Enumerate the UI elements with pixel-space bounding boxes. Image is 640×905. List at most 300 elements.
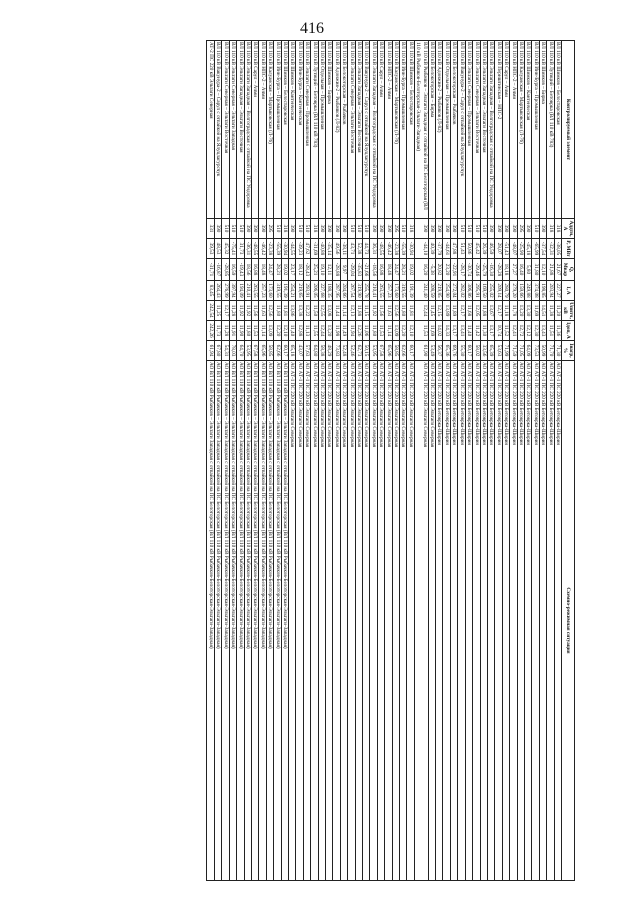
cell-value: 46,59: [487, 239, 494, 259]
cell-value: -28,28: [495, 259, 502, 281]
cell-value: 510: [363, 219, 370, 239]
cell-scenario: АО ВЛ 110 кВ Рыбачков – Эльтаги Западная с отпайкой на ПС Белоторская (ВЛ 110 кВ Рыбачков-Белоторская-Эльтаги-Западная): [274, 361, 281, 881]
cell-value: 83,45: [207, 281, 214, 301]
cell-value: 272,04: [450, 281, 457, 301]
cell-value: 13,43: [539, 321, 546, 341]
cell-value: 241,40: [414, 281, 428, 301]
cell-value: 13,86: [288, 301, 295, 321]
cell-value: 16,59: [229, 259, 236, 281]
cell-element: ВЛ 110 кВ Инн-Бурга – Кантенческая: [296, 41, 303, 219]
cell-value: 188,35: [326, 281, 333, 301]
cell-element: ВЛ 110 кВ Вакунура-2 – Сарул с отпайкой на Ялуцлагурсчук: [458, 41, 465, 219]
cell-value: 227,68: [318, 281, 325, 301]
cell-value: 11,40: [288, 321, 295, 341]
cell-value: 390: [443, 219, 450, 239]
cell-value: 390: [524, 219, 531, 239]
cell-value: 11,53: [377, 321, 384, 341]
cell-scenario: АО АТ-1 ПС 220 кВ Бетоврка-Ширин: [450, 361, 457, 881]
table-row: [318, 41, 325, 881]
cell-value: 53,49: [428, 341, 435, 361]
cell-value: 48,53: [214, 239, 221, 259]
cell-element: ВЛ 110 кВ НПС-2 – Ачми: [510, 41, 517, 219]
cell-scenario: АО АТ-1 ПС 220 кВ Эльтаги Северная: [385, 361, 392, 881]
cell-value: 242,26: [207, 321, 214, 341]
cell-value: 18,48: [385, 259, 392, 281]
cell-value: 28,07: [495, 239, 502, 259]
cell-value: -18,56: [370, 259, 377, 281]
cell-value: 54,31: [222, 341, 229, 361]
cell-value: 5,80: [524, 259, 531, 281]
cell-value: 318: [547, 219, 554, 239]
cell-element: ВЛ 110 кВ Сарул – Ачми: [377, 41, 384, 219]
cell-element: ВЛ 110 кВ Инн-Бурга – Промышленная: [400, 41, 407, 219]
cell-value: 263,55: [251, 281, 258, 301]
table-row: [355, 41, 362, 881]
cell-value: 206,05: [311, 281, 318, 301]
page-number: 416: [300, 20, 324, 37]
cell-value: 11,14: [340, 301, 347, 321]
cell-value: 295: [392, 219, 399, 239]
cell-value: 12,17: [222, 301, 229, 321]
cell-value: 12,41: [510, 321, 517, 341]
cell-value: 390: [450, 219, 457, 239]
cell-value: -28,17: [458, 259, 465, 281]
cell-scenario: АО АТ-1 ПС 220 кВ Бетоврка-Ширин: [532, 361, 539, 881]
cell-value: 12,26: [355, 321, 362, 341]
cell-value: 78,03: [229, 341, 236, 361]
cell-value: 58,02: [473, 341, 480, 361]
cell-value: 11,50: [311, 301, 318, 321]
table-row: [244, 41, 251, 881]
cell-value: 43,07: [296, 341, 303, 361]
cell-value: 43,71: [348, 239, 355, 259]
cell-value: 13,41: [458, 321, 465, 341]
table-row: [532, 41, 539, 881]
cell-scenario: АО АТ-1 ПС 220 кВ Бетоврка-Ширин: [547, 361, 554, 881]
cell-scenario: АО АТ-1 ПС 220 кВ Бетоврка-Ширин: [510, 361, 517, 881]
cell-value: 255,02: [487, 281, 494, 301]
cell-value: 26,39: [480, 239, 487, 259]
cell-value: 11,14: [385, 321, 392, 341]
cell-value: 11,28: [222, 321, 229, 341]
cell-value: 390: [259, 219, 266, 239]
cell-value: -21,66: [363, 259, 370, 281]
cell-value: -19,43: [237, 259, 244, 281]
cell-value: -28,85: [222, 259, 229, 281]
cell-element: ВЛ 110 кВ Адонжия-2 – Рыбачков (Л-82): [333, 41, 340, 219]
cell-scenario: АО АТ-1 ПС 220 кВ Эльтаги Северная: [392, 361, 399, 881]
cell-value: 65,18: [288, 341, 295, 361]
header-idop: Iдоп, A: [562, 321, 575, 341]
table-row: [385, 41, 392, 881]
cell-value: 16,40: [517, 259, 524, 281]
cell-value: 12,22: [303, 301, 310, 321]
cell-value: 60,17: [465, 341, 472, 361]
cell-value: 12,17: [458, 301, 465, 321]
cell-value: 24,47: [266, 259, 273, 281]
cell-value: 50,15: [363, 341, 370, 361]
cell-value: 48,29: [326, 341, 333, 361]
cell-value: 390: [414, 219, 428, 239]
cell-value: 11,52: [502, 321, 509, 341]
cell-value: 71,99: [502, 341, 509, 361]
cell-value: -48,55: [251, 239, 258, 259]
cell-value: 173,60: [266, 281, 273, 301]
cell-value: 11,88: [480, 301, 487, 321]
cell-value: 208,59: [428, 281, 435, 301]
cell-element: ВЛ 110 кВ Белокоторская – Бирма: [428, 41, 435, 219]
cell-element: ВЛ 110 кВ НПС-2 – Ачми: [259, 41, 266, 219]
table-row: [524, 41, 531, 881]
cell-element: ВЛ 110 кВ Шимков – Кантенческая: [524, 41, 531, 219]
cell-element: ВЛ 110 кВ Шимков – Бирма: [539, 41, 546, 219]
cell-scenario: АО АТ-1 ПС 220 кВ Бетоврка-Ширин: [480, 361, 487, 881]
cell-value: 21,88: [547, 259, 554, 281]
cell-value: 14,33: [443, 321, 450, 341]
cell-value: 61,90: [414, 341, 428, 361]
table-row: [303, 41, 310, 881]
cell-value: 13,67: [487, 301, 494, 321]
cell-value: 12,17: [495, 301, 502, 321]
cell-value: 12,11: [326, 259, 333, 281]
cell-value: 249,88: [524, 281, 531, 301]
cell-scenario: АО ВЛ 110 кВ Рыбачков – Эльтаги Западная с отпайкой на ПС Белоторская (ВЛ 110 кВ Рыбачков-Белоторская-Эльтаги-Западная): [207, 361, 214, 881]
cell-value: 12,20: [274, 321, 281, 341]
cell-value: 11,80: [274, 301, 281, 321]
table-row: [436, 41, 443, 881]
cell-value: 28,21: [400, 259, 407, 281]
cell-scenario: АО АТ-1 ПС 220 кВ Бетоврка-Ширин: [539, 361, 546, 881]
cell-value: 14,51: [539, 301, 546, 321]
cell-value: 11,81: [407, 301, 414, 321]
cell-value: 279,20: [510, 281, 517, 301]
cell-value: 390: [377, 219, 384, 239]
cell-value: 390: [428, 219, 435, 239]
cell-value: 24,47: [392, 259, 399, 281]
cell-element: ВЛ 110 кВ Рыбачков – Эльтаги Западная с отпайкой на ПС Белоторская (ВЛ 110 кВ Рыбачков-Белоторская-Эльтаги-Западная): [414, 41, 428, 219]
cell-value: 264,43: [214, 281, 221, 301]
table-row: [296, 41, 303, 881]
cell-value: -44,55: [288, 239, 295, 259]
cell-value: 11,13: [303, 321, 310, 341]
cell-scenario: АО ВЛ 110 кВ Рыбачков – Эльтаги Западная с отпайкой на ПС Белоторская (ВЛ 110 кВ Рыбачков-Белоторская-Эльтаги-Западная): [229, 361, 236, 881]
cell-value: 11,80: [400, 301, 407, 321]
table-row: [348, 41, 355, 881]
cell-scenario: АО АТ-1 ПС 220 кВ Эльтаги Северная: [311, 361, 318, 881]
cell-value: 510: [400, 219, 407, 239]
cell-scenario: АО АТ-1 ПС 220 кВ Эльтаги Северная: [370, 361, 377, 881]
cell-value: 10,74: [495, 321, 502, 341]
cell-value: 52,48: [340, 341, 347, 361]
cell-value: 18,56: [244, 259, 251, 281]
cell-element: ВЛ 110 кВ Шимков – Кантенческая: [288, 41, 295, 219]
cell-value: 45,32: [222, 239, 229, 259]
cell-element: ВЛ 110 кВ Лутиций – Бетоврка (ВЛ 110 кВ 783): [311, 41, 318, 219]
cell-value: 12,72: [517, 321, 524, 341]
cell-element: ВЛ 110 кВ Эльтаги Западная – Эльтаги Восточная: [355, 41, 362, 219]
cell-value: -25,79: [480, 259, 487, 281]
cell-value: 71,30: [554, 341, 561, 361]
cell-value: 510: [532, 219, 539, 239]
cell-value: 67,58: [251, 341, 258, 361]
table-row: [281, 41, 288, 881]
cell-element: ВЛ 110 кВ Калуанская – Мартыковская (Л-76): [392, 41, 399, 219]
cell-value: 510: [274, 219, 281, 239]
table-row: [428, 41, 435, 881]
cell-value: 23,17: [288, 259, 295, 281]
cell-scenario: АО АТ-1 ПС 220 кВ Эльтаги Северная: [407, 361, 414, 881]
cell-element: ВЛ 110 кВ Калуанская – Мартыковская (Л-76): [266, 41, 273, 219]
cell-element: ВЛ 110 кВ Эльтаги Северная – Промышленная: [303, 41, 310, 219]
cell-value: 11,80: [370, 321, 377, 341]
table-row: [370, 41, 377, 881]
cell-value: -39,23: [296, 239, 303, 259]
cell-value: 390: [502, 219, 509, 239]
cell-value: 390: [436, 219, 443, 239]
cell-value: -46,42: [385, 239, 392, 259]
cell-value: -29,04: [348, 259, 355, 281]
cell-value: -46,42: [259, 239, 266, 259]
cell-value: 65,96: [259, 341, 266, 361]
table-row: [465, 41, 472, 881]
cell-value: 227,27: [554, 281, 561, 301]
cell-value: 191,39: [281, 281, 288, 301]
cell-value: 13,08: [326, 301, 333, 321]
cell-value: 11,45: [428, 301, 435, 321]
cell-value: 64,70: [237, 341, 244, 361]
cell-value: 390: [385, 219, 392, 239]
cell-value: -23,38: [392, 239, 399, 259]
cell-value: 33,56: [480, 341, 487, 361]
cell-value: 13,89: [443, 301, 450, 321]
cell-element: ВЛ 110 кВ Шимков – Белостаровская: [407, 41, 414, 219]
cell-scenario: АО ВЛ 110 кВ Рыбачков – Эльтаги Западная с отпайкой на ПС Белоторская (ВЛ 110 кВ Рыбачков-Белоторская-Эльтаги-Западная): [281, 361, 288, 881]
cell-value: 13,20: [517, 301, 524, 321]
cell-scenario: АО АТ-1 ПС 220 кВ Эльтаги Северная: [400, 361, 407, 881]
table-row: [326, 41, 333, 881]
cell-value: 39,53: [207, 239, 214, 259]
table-row: [207, 41, 214, 881]
cell-value: 28,21: [274, 259, 281, 281]
cell-value: 50,99: [539, 341, 546, 361]
table-body: [207, 41, 562, 881]
cell-value: -51,43: [502, 239, 509, 259]
cell-element: ВЛ 110 кВ Сарул – Ачми: [251, 41, 258, 219]
cell-value: 13,20: [326, 321, 333, 341]
cell-value: 397,94: [229, 281, 236, 301]
cell-value: 60,17: [407, 341, 414, 361]
cell-element: ВЛ 110 кВ Эльтаги Северная – Эльтаги Восточная: [222, 41, 229, 219]
cell-value: 319,90: [355, 281, 362, 301]
cell-scenario: АО АТ-1 ПС 220 кВ Эльтаги Северная: [303, 361, 310, 881]
cell-value: 11,89: [450, 301, 457, 321]
cell-scenario: АО АТ-1 ПС 220 кВ Эльтаги Северная: [326, 361, 333, 881]
cell-value: 11,90: [237, 321, 244, 341]
cell-value: 11,92: [370, 301, 377, 321]
table-row: [288, 41, 295, 881]
cell-value: 65,96: [385, 341, 392, 361]
cell-element: ВЛ 110 кВ Лутиций – Бетоврка (ВЛ 110 кВ 783): [547, 41, 554, 219]
table-row: [495, 41, 502, 881]
cell-value: 11,53: [414, 321, 428, 341]
cell-value: 19,02: [281, 259, 288, 281]
cell-value: 67,58: [377, 341, 384, 361]
cell-value: 57,63: [303, 341, 310, 361]
cell-value: 510: [480, 219, 487, 239]
cell-value: 11,30: [480, 321, 487, 341]
cell-element: ВЛ 110 кВ Сарул – Ачми: [502, 41, 509, 219]
cell-value: 242,54: [207, 301, 214, 321]
cell-value: 11,56: [377, 301, 384, 321]
cell-value: 64,09: [524, 341, 531, 361]
cell-value: -55,39: [274, 239, 281, 259]
table-row: [311, 41, 318, 881]
cell-value: -35,14: [326, 239, 333, 259]
cell-value: 12,10: [407, 321, 414, 341]
cell-value: -38,11: [340, 239, 347, 259]
cell-value: 49,56: [333, 239, 340, 259]
cell-value: 11,28: [229, 301, 236, 321]
table-row: [392, 41, 399, 881]
cell-value: 9,97: [340, 259, 347, 281]
cell-value: 14,02: [436, 321, 443, 341]
cell-value: 11,44: [333, 301, 340, 321]
cell-value: 51,43: [458, 239, 465, 259]
cell-scenario: АО АТ-1 ПС 220 кВ Бетоврка-Ширин: [517, 361, 524, 881]
cell-value: 23,20: [443, 259, 450, 281]
cell-value: 159,66: [517, 281, 524, 301]
cell-value: 19,10: [318, 259, 325, 281]
cell-scenario: АО АТ-1 ПС 220 кВ Эльтаги Северная: [414, 361, 428, 881]
cell-value: 21,67: [554, 259, 561, 281]
cell-value: 11,38: [547, 301, 554, 321]
cell-value: 11,78: [510, 301, 517, 321]
cell-value: 11,63: [385, 301, 392, 321]
cell-scenario: АО АТ-1 ПС 220 кВ Бетоврка-Ширин: [487, 361, 494, 881]
cell-value: 11,56: [251, 301, 258, 321]
cell-value: 11,36: [554, 321, 561, 341]
cell-value: 12,44: [414, 301, 428, 321]
cell-value: 58,85: [392, 341, 399, 361]
cell-scenario: АО АТ-1 ПС 220 кВ Бетоврка-Ширин: [465, 361, 472, 881]
cell-value: 390: [326, 219, 333, 239]
header-p: P, МВт: [562, 239, 575, 259]
cell-value: 18,12: [296, 259, 303, 281]
cell-value: -38,05: [554, 239, 561, 259]
cell-value: 11,14: [259, 321, 266, 341]
cell-value: 318: [311, 219, 318, 239]
cell-scenario: АО АТ-1 ПС 220 кВ Эльтаги Северная: [288, 361, 295, 881]
cell-scenario: АО ВЛ 110 кВ Рыбачков – Эльтаги Западная с отпайкой на ПС Белоторская (ВЛ 110 кВ Рыбачков-Белоторская-Эльтаги-Западная): [259, 361, 266, 881]
cell-value: 510: [465, 219, 472, 239]
header-iadd: Аддтн, A: [562, 219, 575, 239]
cell-value: 71,59: [510, 341, 517, 361]
table-row: [510, 41, 517, 881]
cell-element: ВЛ 110 кВ Шимков – Белостаровская: [554, 41, 561, 219]
cell-value: 60,17: [281, 341, 288, 361]
cell-value: -31,69: [311, 239, 318, 259]
cell-value: 13,30: [524, 301, 531, 321]
cell-scenario: АО ВЛ 110 кВ Рыбачков – Эльтаги Западная с отпайкой на ПС Белоторская (ВЛ 110 кВ Рыбачков-Белоторская-Эльтаги-Западная): [266, 361, 273, 881]
cell-value: 13,17: [487, 321, 494, 341]
cell-value: 11,42: [473, 321, 480, 341]
cell-value: 209,14: [495, 281, 502, 301]
cell-value: 390: [288, 219, 295, 239]
cell-value: 11,92: [237, 301, 244, 321]
cell-value: 293,91: [303, 281, 310, 301]
cell-scenario: АО АТ-1 ПС 220 кВ Бетоврка-Ширин: [443, 361, 450, 881]
cell-value: 53,95: [370, 341, 377, 361]
cell-element: ВЛ 110 кВ Вакунура-2 – Сарул с отпайкой на Ялуцлагурсчук: [363, 41, 370, 219]
cell-scenario: АО ВЛ 110 кВ Рыбачков – Эльтаги Западная с отпайкой на ПС Белоторская (ВЛ 110 кВ Рыбачков-Белоторская-Эльтаги-Западная): [214, 361, 221, 881]
cell-scenario: АО АТ-1 ПС 220 кВ Эльтаги Северная: [348, 361, 355, 881]
cell-scenario: АО АТ-1 ПС 220 кВ Бетоврка-Ширин: [554, 361, 561, 881]
table-row: [502, 41, 509, 881]
cell-value: 11,18: [502, 301, 509, 321]
table-row: [517, 41, 524, 881]
cell-value: 16,88: [251, 259, 258, 281]
cell-scenario: АО АТ-1 ПС 220 кВ Эльтаги Северная: [340, 361, 347, 881]
cell-value: -48,55: [377, 239, 384, 259]
cell-value: 11,98: [333, 321, 340, 341]
table-row: [547, 41, 554, 881]
cell-value: 11,69: [532, 301, 539, 321]
cell-value: 40,39: [428, 239, 435, 259]
cell-element: ВЛ 110 кВ Калуанская – Мартыковская (Л-76): [517, 41, 524, 219]
cell-value: 390: [370, 219, 377, 239]
power-flow-table: [207, 40, 576, 881]
cell-element: ВЛ 110 кВ Эльтаги Западная – Волгоградская с отпайкой на ПС Ундоровка: [487, 41, 494, 219]
cell-value: 295,91: [473, 281, 480, 301]
cell-value: 12,12: [524, 321, 531, 341]
cell-value: 27,27: [510, 259, 517, 281]
table-row: [363, 41, 370, 881]
cell-value: -37,79: [436, 239, 443, 259]
cell-element: ВЛ 110 кВ Инн-Бурга – Промышленная: [274, 41, 281, 219]
cell-scenario: АО АТ-1 ПС 220 кВ Эльтаги Северная: [355, 361, 362, 881]
cell-value: 67,80: [214, 341, 221, 361]
table-row: [473, 41, 480, 881]
table-row: [274, 41, 281, 881]
table-row: [222, 41, 229, 881]
cell-scenario: АО АТ-1 ПС 220 кВ Эльтаги Северная: [363, 361, 370, 881]
cell-value: 12,10: [539, 259, 546, 281]
table-header-row: [562, 41, 575, 881]
cell-value: 31,73: [237, 239, 244, 259]
cell-value: 331: [207, 219, 214, 239]
cell-value: -16,87: [214, 259, 221, 281]
cell-value: 510: [473, 219, 480, 239]
cell-value: 390: [244, 219, 251, 239]
cell-scenario: АО АТ-1 ПС 220 кВ Эльтаги Северная: [377, 361, 384, 881]
cell-value: 11,92: [244, 301, 251, 321]
cell-element: ВЛ 110 кВ Отдельная – Промышленная: [318, 41, 325, 219]
table-row: [251, 41, 258, 881]
table-row: [407, 41, 414, 881]
cell-element: ВЛ 110 кВ Эльтаги Западная – Волгоградская с отпайкой на ПС Ундоровка: [370, 41, 377, 219]
cell-value: 52,46: [348, 341, 355, 361]
cell-value: 390: [340, 219, 347, 239]
cell-value: -16,30: [487, 259, 494, 281]
table-row: [458, 41, 465, 881]
cell-value: 25,21: [311, 259, 318, 281]
cell-value: 12,10: [281, 321, 288, 341]
cell-value: 319,55: [274, 281, 281, 301]
cell-value: -30,94: [281, 239, 288, 259]
cell-element: АТ-2 ПС 220 кВ Эльтаги Северная: [207, 41, 214, 219]
cell-value: -29,46: [473, 259, 480, 281]
cell-value: 71,05: [517, 341, 524, 361]
